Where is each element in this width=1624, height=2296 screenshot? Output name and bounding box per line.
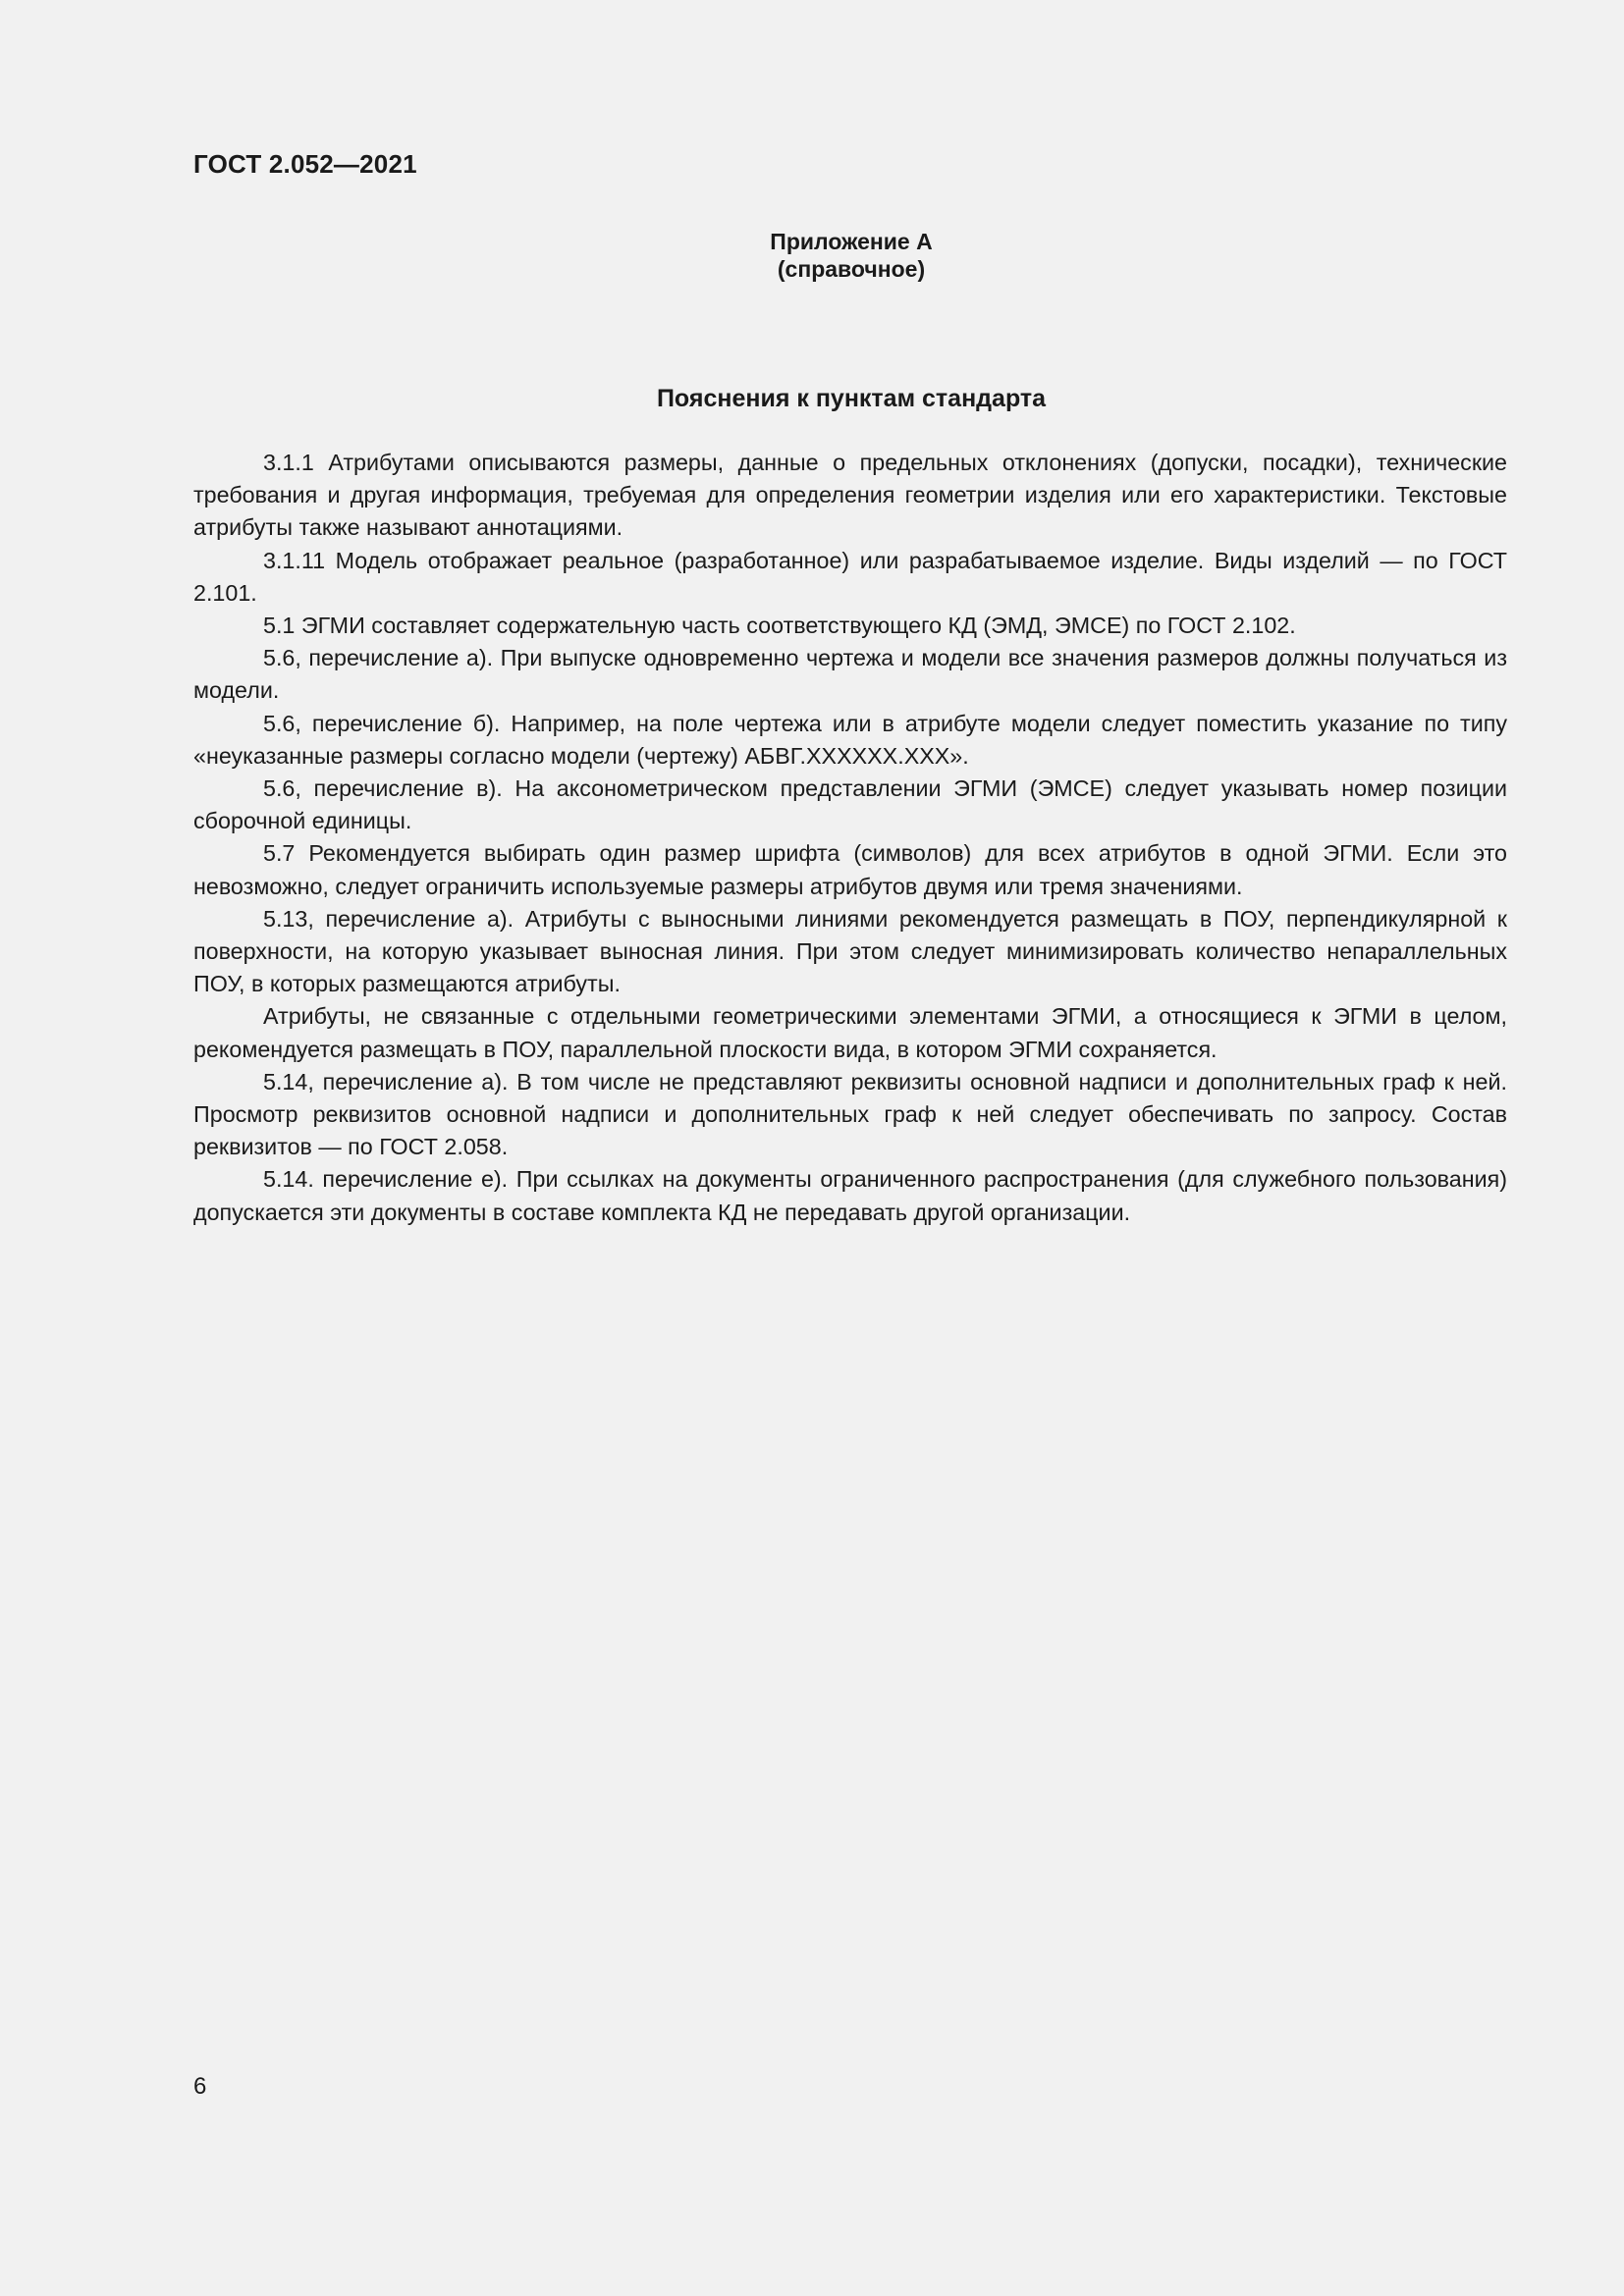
paragraph-5-1: 5.1 ЭГМИ составляет содержательную часть соответствующего КД (ЭМД, ЭМСЕ) по ГОСТ 2.102. xyxy=(263,613,1296,639)
paragraph-5-6-v: 5.6, перечисление в). На аксонометрическом представлении ЭГМИ (ЭМСЕ) следует указывать номер позиции сборочной единицы. xyxy=(193,775,1507,834)
paragraph-3-1-11: 3.1.11 Модель отображает реальное (разработанное) или разрабатываемое изделие. Виды изделий — по ГОСТ 2.101. xyxy=(193,547,1507,606)
appendix-title: Приложение А xyxy=(770,229,933,254)
paragraph-5-13-a: 5.13, перечисление а). Атрибуты с выносными линиями рекомендуется размещать в ПОУ, перпендикулярной к поверхности, на которую указывает выносная линия. При этом следует минимизировать количество непараллельных ПОУ, в которых размещаются атрибуты. xyxy=(193,905,1507,997)
paragraph-5-14-e: 5.14. перечисление е). При ссылках на документы ограниченного распространения (для служебного пользования) допускается эти документы в составе комплекта КД не передавать другой организации. xyxy=(193,1166,1507,1225)
paragraph-5-14-a: 5.14, перечисление а). В том числе не представляют реквизиты основной надписи и дополнительных граф к ней. Просмотр реквизитов основной надписи и дополнительных граф к ней следует обеспечивать по запросу. Состав реквизитов — по ГОСТ 2.058. xyxy=(193,1068,1507,1160)
page-number: 6 xyxy=(193,2073,207,2100)
appendix-heading xyxy=(0,228,1624,283)
paragraph-5-7: 5.7 Рекомендуется выбирать один размер шрифта (символов) для всех атрибутов в одной ЭГМИ. Если это невозможно, следует ограничить используемые размеры атрибутов двумя или тремя значениями. xyxy=(193,840,1507,899)
document-code-header: ГОСТ 2.052—2021 xyxy=(193,149,417,179)
appendix-subtitle: (справочное) xyxy=(777,256,926,282)
paragraph-3-1-1: 3.1.1 Атрибутами описываются размеры, данные о предельных отклонениях (допуски, посадки), технические требования и другая информация, требуемая для определения геометрии изделия или его характеристики. Текстовые атрибуты также называют аннотациями. xyxy=(193,450,1507,541)
paragraph-5-6-b: 5.6, перечисление б). Например, на поле чертежа или в атрибуте модели следует поместить указание по типу «неуказанные размеры согласно модели (чертежу) АБВГ.XXXXXX.XXX». xyxy=(193,710,1507,769)
section-title: Пояснения к пунктам стандарта xyxy=(656,385,1047,412)
paragraph-5-6-a: 5.6, перечисление а). При выпуске одновременно чертежа и модели все значения размеров должны получаться из модели. xyxy=(193,645,1507,704)
paragraph-5-13-a-cont: Атрибуты, не связанные с отдельными геометрическими элементами ЭГМИ, а относящиеся к ЭГМИ в целом, рекомендуется размещать в ПОУ, параллельной плоскости вида, в котором ЭГМИ сохраняется. xyxy=(193,1003,1507,1062)
body-text xyxy=(193,447,1507,1229)
